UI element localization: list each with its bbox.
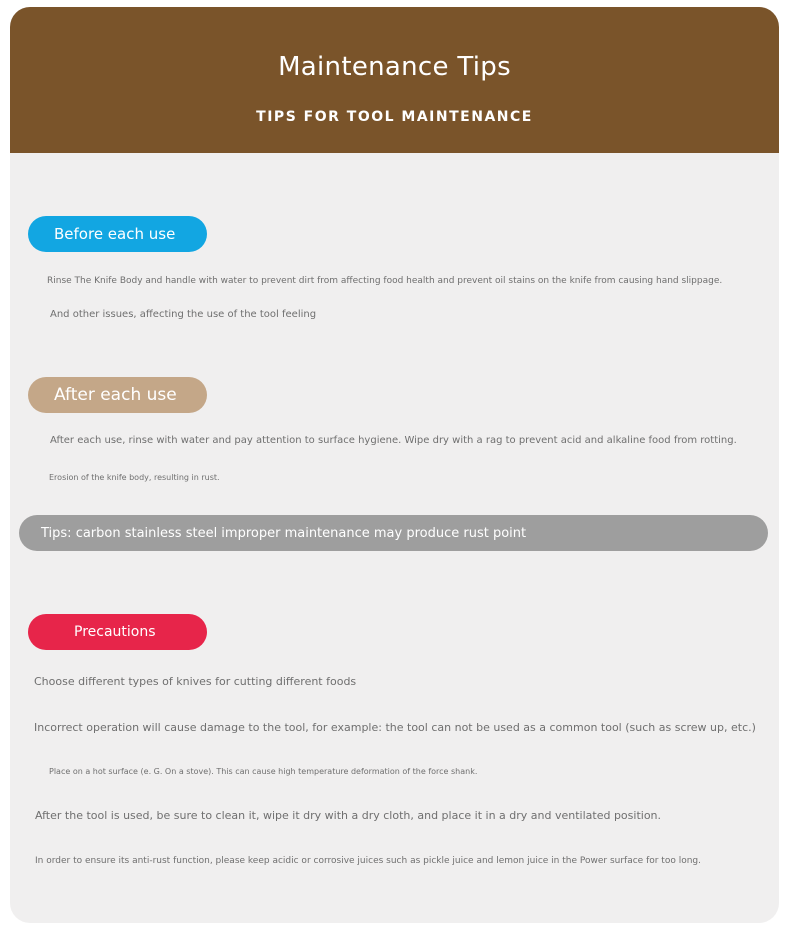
tips-banner-label: Tips: carbon stainless steel improper maintenance may produce rust point — [41, 525, 527, 541]
precautions-line-5: In order to ensure its anti-rust function, please keep acidic or corrosive juices such as pickle juice and lemon juice in the Power surface for too long. — [35, 856, 701, 866]
after-each-use-badge — [28, 377, 207, 413]
precautions-line-2: Incorrect operation will cause damage to the tool, for example: the tool can not be used as a common tool (such as screw up, etc.) — [34, 721, 756, 734]
after-each-use-label: After each use — [54, 385, 177, 405]
before-text-line-1: Rinse The Knife Body and handle with water to prevent dirt from affecting food health and prevent oil stains on the knife from causing hand slippage. — [47, 276, 723, 286]
precautions-line-1: Choose different types of knives for cutting different foods — [34, 675, 357, 688]
before-text-line-2: And other issues, affecting the use of the tool feeling — [50, 309, 317, 320]
precautions-line-4: After the tool is used, be sure to clean it, wipe it dry with a dry cloth, and place it in a dry and ventilated position. — [35, 809, 662, 822]
before-each-use-badge — [28, 216, 207, 252]
after-text-line-2: Erosion of the knife body, resulting in rust. — [49, 473, 220, 482]
precautions-badge — [28, 614, 207, 650]
page-title: Maintenance Tips — [278, 52, 511, 82]
before-each-use-label: Before each use — [54, 225, 176, 243]
precautions-label: Precautions — [74, 624, 156, 640]
content-card — [10, 7, 779, 923]
header-banner — [10, 7, 779, 153]
page-subtitle: TIPS FOR TOOL MAINTENANCE — [256, 109, 533, 125]
tips-banner — [19, 515, 768, 551]
precautions-line-3: Place on a hot surface (e. G. On a stove). This can cause high temperature deformation of the force shank. — [49, 767, 478, 776]
after-text-line-1: After each use, rinse with water and pay attention to surface hygiene. Wipe dry with a rag to prevent acid and alkaline food from rotting. — [50, 435, 737, 446]
